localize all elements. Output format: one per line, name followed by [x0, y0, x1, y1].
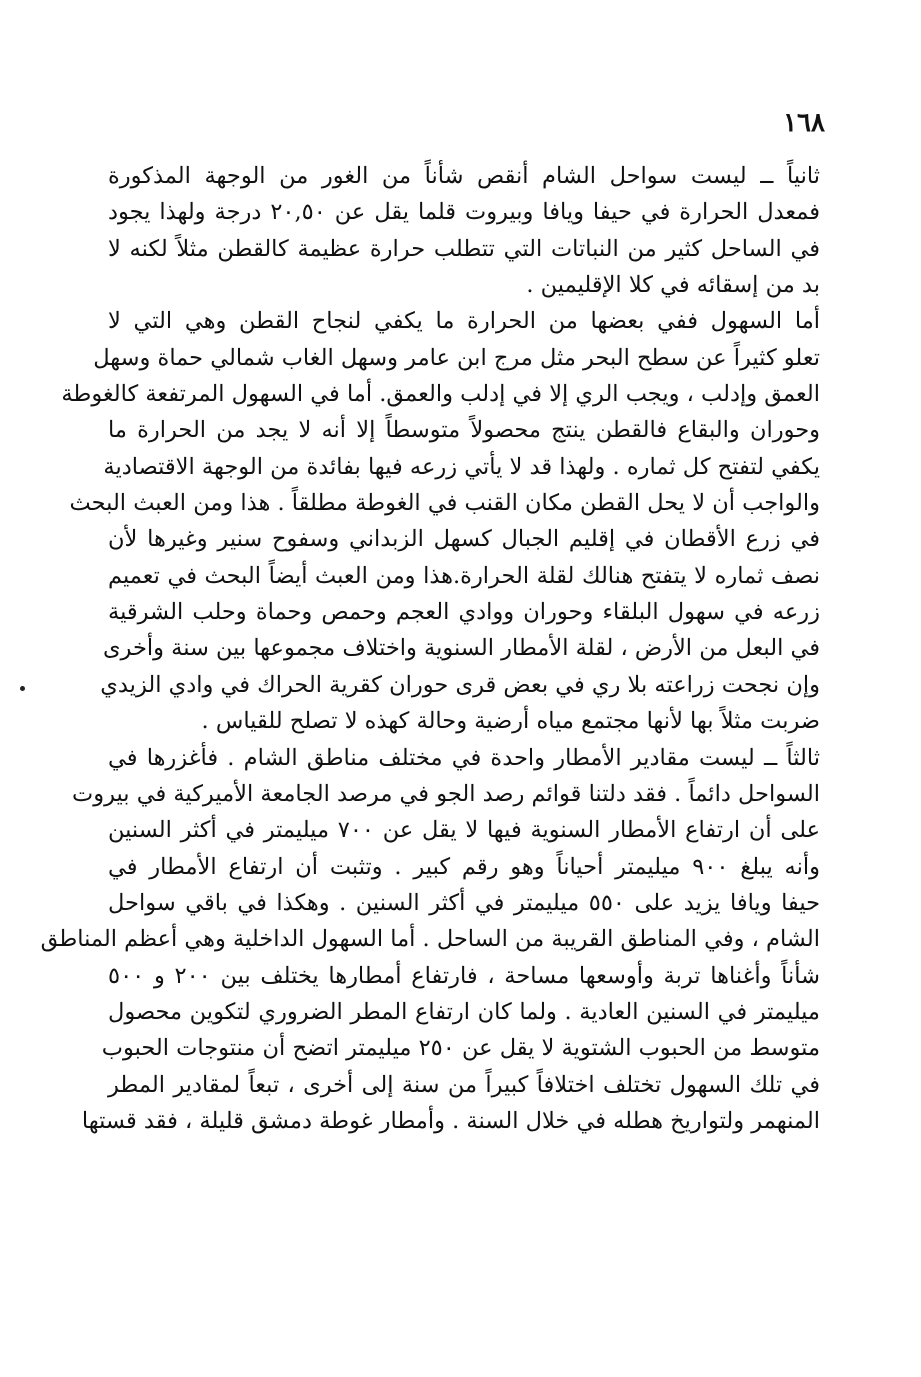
text-line: وحوران والبقاع فالقطن ينتج محصولاً متوسطاً إلا أنه لا يجد من الحرارة ما — [108, 417, 820, 444]
text-line: في تلك السهول تختلف اختلافاً كبيراً من سنة إلى أخرى ، تبعاً لمقادير المطر — [108, 1071, 820, 1098]
text-line: شأناً وأغناها تربة وأوسعها مساحة ، فارتفاع أمطارها يختلف بين ٢٠٠ و ٥٠٠ — [108, 962, 820, 989]
text-line: السواحل دائماً . فقد دلتنا قوائم رصد الجو في مرصد الجامعة الأميركية في بيروت — [72, 780, 820, 807]
text-line: العمق وإدلب ، ويجب الري إلا في إدلب والعمق. أما في السهول المرتفعة كالغوطة — [61, 381, 820, 408]
text-line: ثانياً ــ ليست سواحل الشام أنقص شأناً من الغور من الوجهة المذكورة — [108, 163, 820, 189]
text-line: متوسط من الحبوب الشتوية لا يقل عن ٢٥٠ ميليمتر اتضح أن منتوجات الحبوب — [101, 1035, 820, 1062]
paragraph-2 — [61, 303, 820, 739]
text-line: ضربت مثلاً بها لأنها مجتمع مياه أرضية وحالة كهذه لا تصلح للقياس . — [201, 708, 820, 735]
text-line: زرعه في سهول البلقاء وحوران ووادي العجم وحمص وحماة وحلب الشرقية — [108, 599, 820, 626]
text-line: في زرع الأقطان في إقليم الجبال كسهل الزبداني وسفوح سنير وغيرها لأن — [108, 526, 820, 553]
text-line: في الساحل كثير من النباتات التي تتطلب حرارة عظيمة كالقطن مثلاً لكنه لا — [108, 235, 820, 262]
text-line: أما السهول ففي بعضها من الحرارة ما يكفي لنجاح القطن وهي التي لا — [108, 308, 820, 335]
text-line: المنهمر ولتواريخ هطله في خلال السنة . وأمطار غوطة دمشق قليلة ، فقد قستها — [81, 1107, 820, 1134]
text-line: والواجب أن لا يحل القطن مكان القنب في الغوطة مطلقاً . هذا ومن العبث البحث — [69, 490, 820, 517]
page-number: ١٦٨ — [783, 108, 825, 138]
text-line: ثالثاً ــ ليست مقادير الأمطار واحدة في مختلف مناطق الشام . فأغزرها في — [108, 744, 820, 771]
body-text — [40, 158, 821, 1139]
text-line: ميليمتر في السنين العادية . ولما كان ارتفاع المطر الضروري لتكوين محصول — [108, 998, 820, 1025]
text-line: الشام ، وفي المناطق القريبة من الساحل . أما السهول الداخلية وهي أعظم المناطق — [40, 926, 820, 953]
text-line: وإن نجحت زراعته بلا ري في بعض قرى حوران كقرية الحراك في وادي الزيدي — [100, 671, 820, 698]
paragraph-3 — [40, 740, 821, 1140]
text-line: نصف ثماره لا يتفتح هنالك لقلة الحرارة.هذا ومن العبث أيضاً البحث في تعميم — [108, 562, 820, 589]
text-line: تعلو كثيراً عن سطح البحر مثل مرج ابن عامر وسهل الغاب شمالي حماة وسهل — [93, 344, 820, 371]
paragraph-1 — [108, 158, 820, 303]
margin-speck — [20, 686, 25, 691]
text-line: وأنه يبلغ ٩٠٠ ميليمتر أحياناً وهو رقم كبير . وتثبت أن ارتفاع الأمطار في — [108, 853, 820, 880]
text-line: فمعدل الحرارة في حيفا ويافا وبيروت قلما يقل عن ٢٠,٥٠ درجة ولهذا يجود — [108, 199, 820, 226]
text-line: بد من إسقائه في كلا الإقليمين . — [526, 272, 820, 299]
text-line: حيفا ويافا يزيد على ٥٥٠ ميليمتر في أكثر السنين . وهكذا في باقي سواحل — [108, 889, 821, 916]
text-line: في البعل من الأرض ، لقلة الأمطار السنوية واختلاف مجموعها بين سنة وأخرى — [102, 635, 820, 662]
text-line: يكفي لتفتح كل ثماره . ولهذا قد لا يأتي زرعه فيها بفائدة من الوجهة الاقتصادية — [103, 453, 820, 480]
text-line: على أن ارتفاع الأمطار السنوية فيها لا يقل عن ٧٠٠ ميليمتر في أكثر السنين — [108, 817, 820, 844]
